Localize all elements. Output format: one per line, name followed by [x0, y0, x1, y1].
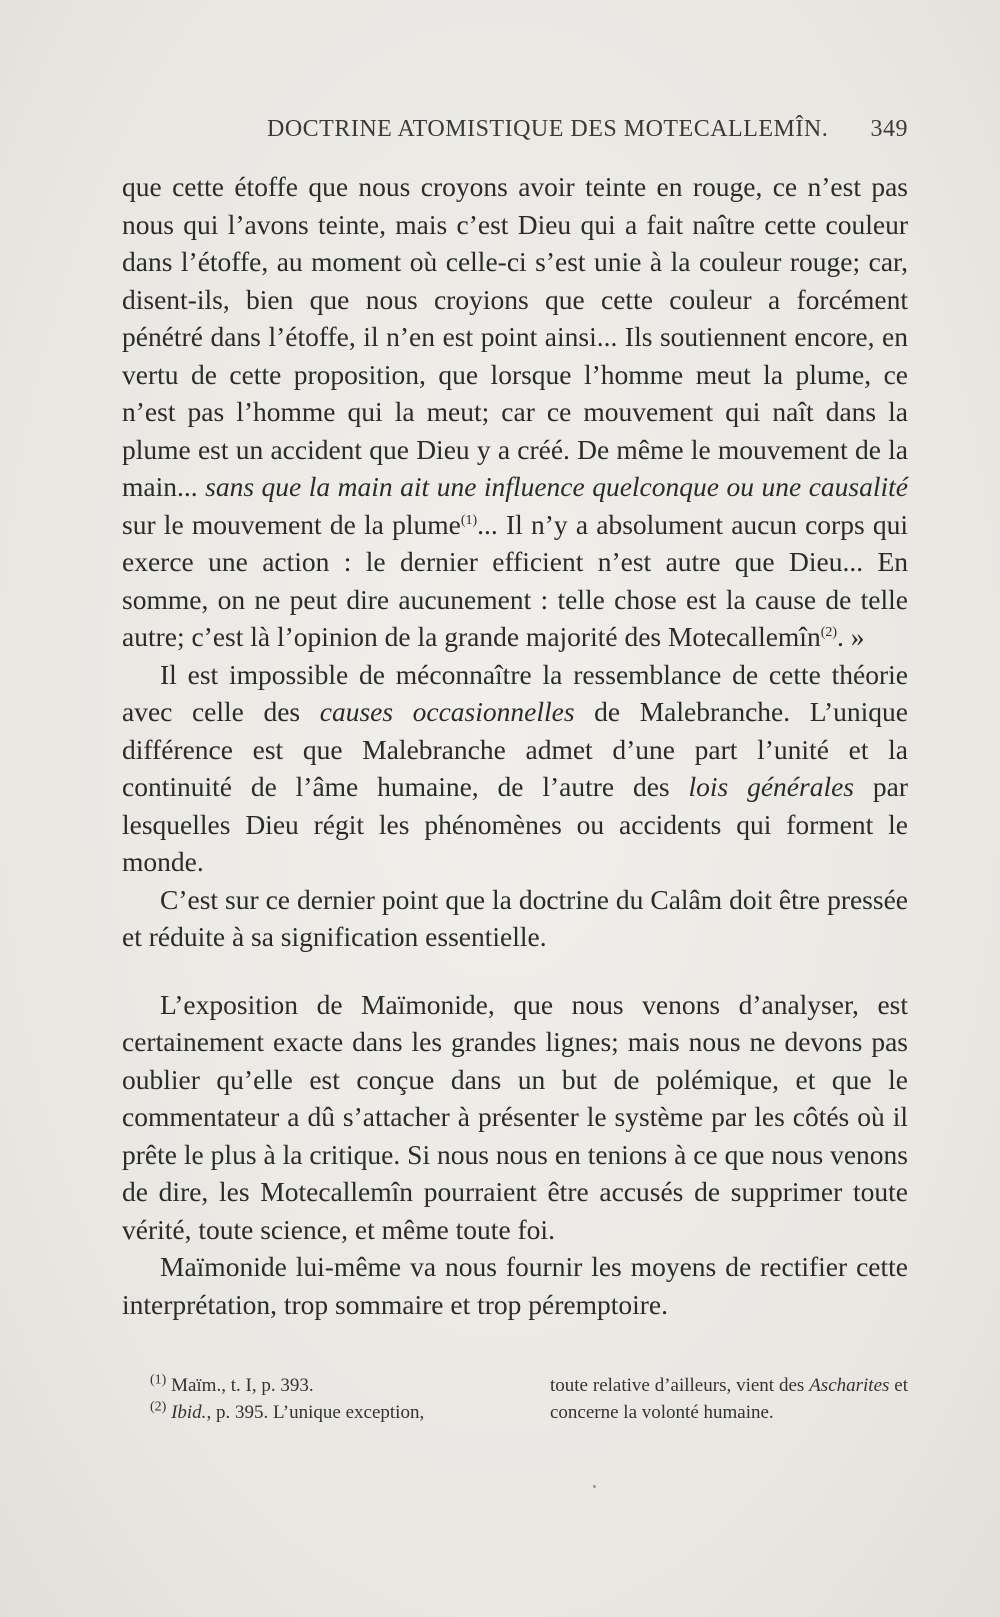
paragraph-quote-continuation	[122, 168, 908, 656]
footnote-ref-2[interactable]: (2)	[820, 624, 838, 640]
text-run: par lesquelles Dieu régit les phénomènes ou accidents qui forment le monde.	[122, 771, 908, 877]
footnote-text: Maïm., t. I, p. 393.	[166, 1375, 314, 1396]
italic-run: sans que la main ait une influence quelconque ou une causalité	[205, 471, 908, 502]
running-head	[122, 116, 908, 152]
footnotes-left-column	[150, 1372, 520, 1426]
footnote-mark: (2)	[150, 1399, 167, 1415]
paragraph-calam: C’est sur ce dernier point que la doctrine du Calâm doit être pressée et réduite à sa signification essentielle.	[122, 883, 908, 952]
body-text	[122, 168, 908, 1323]
footnote-2	[150, 1399, 520, 1426]
italic-run: lois générales	[688, 771, 855, 802]
footnote-mark: (1)	[150, 1372, 167, 1388]
footnote-ref-1[interactable]: (1)	[460, 512, 478, 528]
footnotes-right-column	[550, 1372, 908, 1426]
italic-run: causes occasionnelles	[319, 696, 575, 727]
paragraph-maimonide-rectify: Maïmonide lui-même va nous fournir les moyens de rectifier cette interprétation, trop sommaire et trop péremptoire.	[122, 1251, 908, 1320]
footnote-1	[150, 1372, 520, 1399]
footnote-italic: Ibid.	[166, 1402, 207, 1423]
footnote-text: toute relative d’ailleurs, vient des	[550, 1375, 810, 1396]
text-run: que cette étoffe que nous croyons avoir teinte en rouge, ce n’est pas nous qui l’avons teinte, mais c’est Dieu qui a fait naître cette couleur dans l’étoffe, au moment où celle-ci s’est unie à la couleur rouge; car, disent-ils, bien que nous croyions que cette couleur a forcément pénétré dans l’étoffe, il n’en est point ainsi... Ils soutiennent encore, en vertu de cette proposition, que lorsque l’homme meut la plume, ce n’est pas l’homme qui la meut; car ce mouvement qui naît dans la plume est un accident que Dieu y a créé. De même le mouvement de la main...	[122, 171, 908, 502]
footnote-italic: Ascharites	[809, 1375, 890, 1396]
paragraph-malebranche	[122, 656, 908, 881]
footnote-2-continuation	[550, 1372, 908, 1426]
paragraph-maimonide-exposition: L’exposition de Maïmonide, que nous venons d’analyser, est certainement exacte dans les grandes lignes; mais nous ne devons pas oublier qu’elle est conçue dans un but de polémique, et que le commentateur a dû s’attacher à présenter le système par les côtés où il prête le plus à la critique. Si nous nous en tenions à ce que nous venons de dire, les Motecallemîn pourraient être accusés de supprimer toute vérité, toute science, et même toute foi.	[122, 988, 908, 1245]
running-title: DOCTRINE ATOMISTIQUE DES MOTECALLEMÎN.	[267, 116, 829, 142]
footnote-text: , p. 395. L’unique exception,	[206, 1402, 425, 1423]
text-run: . »	[837, 621, 865, 652]
text-run: ... Il n’y a absolument aucun corps qui exerce une action : le dernier efficient n’est autre que Dieu... En somme, on ne peut dire aucunement : telle chose est la cause de telle autre; c’est là l’opinion de la grande majorité des Motecallemîn	[122, 508, 908, 652]
footnote-text: et concerne la volonté humaine.	[550, 1375, 908, 1423]
paper-speck	[593, 1485, 596, 1488]
text-run: sur le mouvement de la plume	[122, 508, 461, 540]
page-number: 349	[870, 116, 908, 142]
text-run: de Malebranche. L’unique différence est que Malebranche admet d’une part l’unité et la continuité de l’âme humaine, de l’autre des	[122, 696, 909, 802]
text-run: Il est impossible de méconnaître la ressemblance de cette théorie avec celle des	[122, 658, 908, 727]
